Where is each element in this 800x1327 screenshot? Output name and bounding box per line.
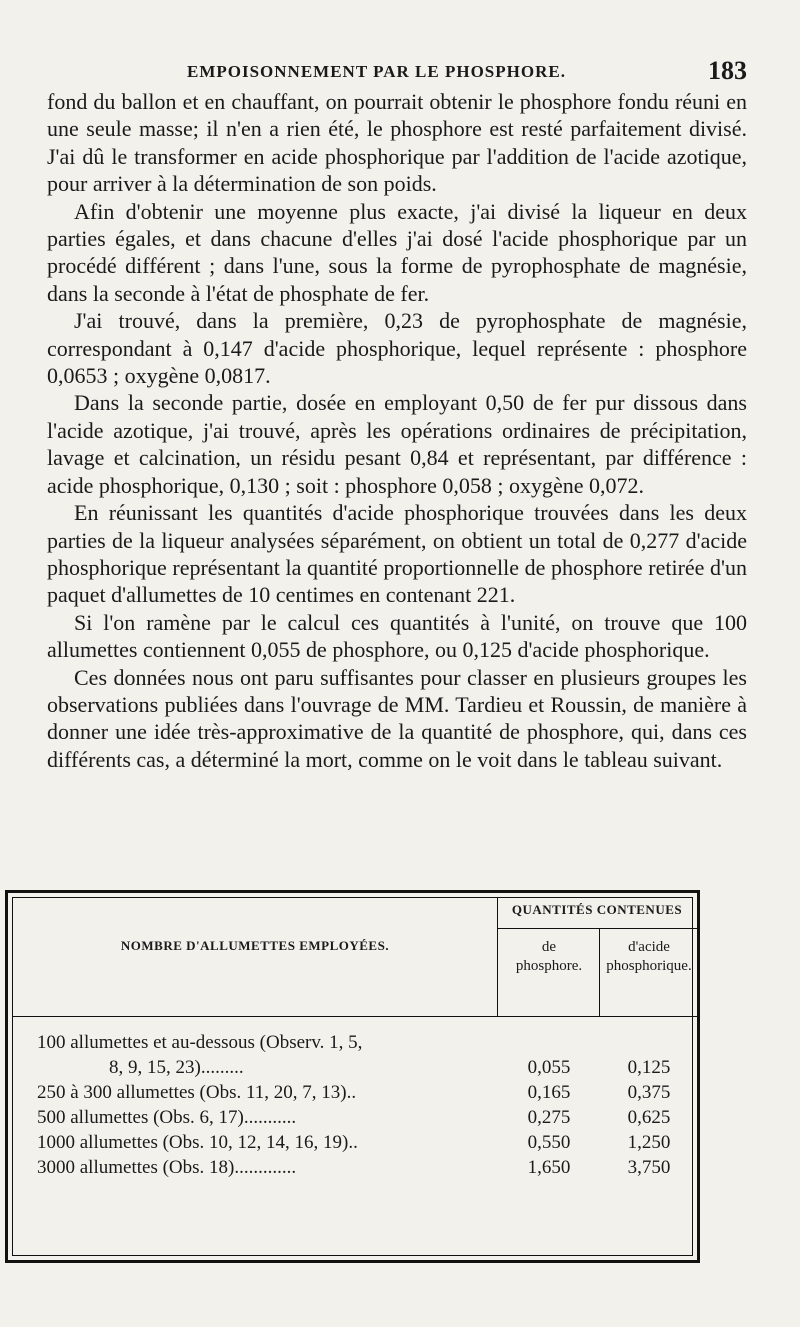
phosphore-value: 0,275	[527, 1107, 571, 1128]
header-phosphorique: phosphorique.	[606, 958, 692, 974]
table-row	[13, 1107, 697, 1132]
row-label: 100 allumettes et au-dessous (Observ. 1, 5,	[37, 1032, 363, 1053]
header-de: de	[541, 939, 557, 955]
page-number: 183	[708, 56, 747, 85]
row-label: 1000 allumettes (Obs. 10, 12, 14, 16, 19)..	[37, 1132, 358, 1153]
acide-value: 0,375	[627, 1082, 671, 1103]
table-body	[13, 1016, 697, 1182]
acide-value: 0,125	[627, 1057, 671, 1078]
table-row	[13, 1057, 697, 1082]
paragraph: Afin d'obtenir une moyenne plus exacte, j'ai divisé la liqueur en deux parties égales, et dans chacune d'elles j'ai dosé l'acide phosphorique par un procédé différent ; dans l'une, sous la forme de pyrophosphate de magnésie, dans la seconde à l'état de phosphate de fer.	[47, 198, 747, 306]
paragraph: Ces données nous ont paru suffisantes pour classer en plusieurs groupes les observations publiées dans l'ouvrage de MM. Tardieu et Roussin, de manière à donner une idée très-approximative de la quantité de phosphore, qui, dans ces différents cas, a déterminé la mort, comme on le voit dans le tableau suivant.	[47, 664, 747, 772]
phosphore-value: 0,550	[527, 1132, 571, 1153]
row-label: 3000 allumettes (Obs. 18).............	[37, 1157, 297, 1178]
header-phosphore: phosphore.	[515, 958, 583, 974]
page	[47, 58, 747, 773]
phosphore-value: 0,055	[527, 1057, 571, 1078]
header-acide-phosphorique	[601, 938, 697, 976]
row-label: 500 allumettes (Obs. 6, 17)...........	[37, 1107, 297, 1128]
paragraph: Dans la seconde partie, dosée en employant 0,50 de fer pur dissous dans l'acide azotique, j'ai trouvé, après les opérations ordinaires de précipitation, lavage et calcination, un résidu pesant 0,84 et représentant, par différence : acide phosphorique, 0,130 ; soit : phosphore 0,058 ; oxygène 0,072.	[47, 390, 747, 498]
phosphore-value: 0,165	[527, 1082, 571, 1103]
table-row	[13, 1157, 697, 1182]
table-inner-frame	[12, 897, 693, 1256]
header-dacide: d'acide	[628, 939, 670, 955]
header-quantites: QUANTITÉS CONTENUES	[511, 902, 683, 917]
table-row	[13, 1132, 697, 1157]
header-nombre: NOMBRE D'ALLUMETTES EMPLOYÉES.	[120, 938, 390, 953]
acide-value: 1,250	[627, 1132, 671, 1153]
running-header	[47, 58, 747, 88]
acide-value: 0,625	[627, 1107, 671, 1128]
table-row	[13, 1032, 697, 1057]
header-de-phosphore	[499, 938, 599, 976]
table-row	[13, 1082, 697, 1107]
paragraph: Si l'on ramène par le calcul ces quantités à l'unité, on trouve que 100 allumettes contiennent 0,055 de phosphore, ou 0,125 d'acide phosphorique.	[47, 609, 747, 663]
paragraph: fond du ballon et en chauffant, on pourrait obtenir le phosphore fondu réuni en une seule masse; il n'en a rien été, le phosphore est resté parfaitement divisé. J'ai dû le transformer en acide phosphorique par l'addition de l'acide azotique, pour arriver à la détermination de son poids.	[47, 89, 747, 197]
running-title: EMPOISONNEMENT PAR LE PHOSPHORE.	[187, 62, 566, 81]
paragraph: J'ai trouvé, dans la première, 0,23 de pyrophosphate de magnésie, correspondant à 0,147 d'acide phosphorique, lequel représente : phosphore 0,0653 ; oxygène 0,0817.	[47, 308, 747, 389]
phosphore-value: 1,650	[527, 1157, 571, 1178]
table-row-divider	[497, 928, 697, 929]
acide-value: 3,750	[627, 1157, 671, 1178]
table-col-divider	[497, 898, 498, 1016]
row-label: 250 à 300 allumettes (Obs. 11, 20, 7, 13)..	[37, 1082, 357, 1103]
table-col-divider	[599, 928, 600, 1016]
body-text	[47, 88, 747, 773]
row-label-continued: 8, 9, 15, 23).........	[109, 1057, 244, 1078]
data-table	[5, 890, 700, 1263]
paragraph: En réunissant les quantités d'acide phosphorique trouvées dans les deux parties de la liqueur analysées séparément, on obtient un total de 0,277 d'acide phosphorique représentant la quantité proportionnelle de phosphore retirée d'un paquet d'allumettes de 10 centimes en contenant 221.	[47, 500, 747, 608]
